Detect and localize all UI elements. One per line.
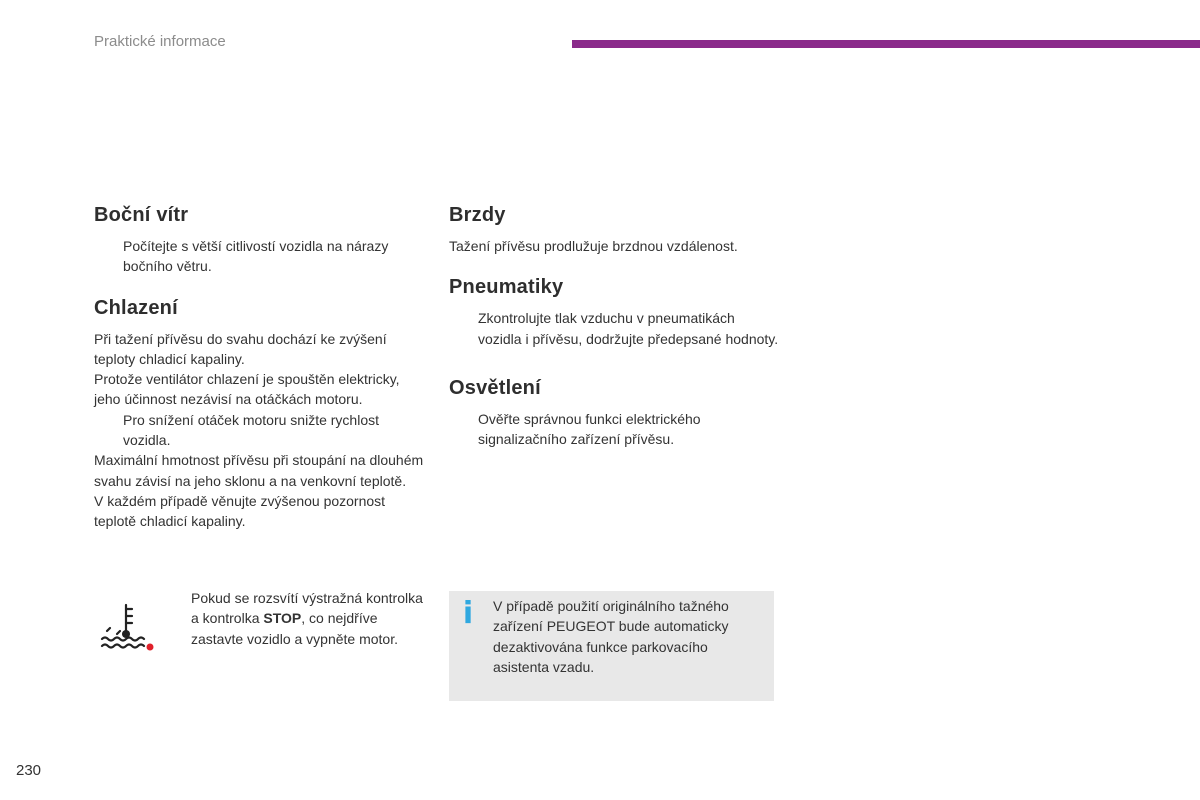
tyres-section xyxy=(449,276,779,349)
side-wind-bullet xyxy=(94,236,424,277)
tyres-bullet xyxy=(449,308,779,349)
header-accent-bar xyxy=(572,40,1200,48)
info-icon: i xyxy=(462,596,474,631)
info-note-box xyxy=(449,591,774,701)
cooling-paragraph-1: Při tažení přívěsu do svahu dochází ke zvýšení teploty chladicí kapaliny. xyxy=(94,330,387,367)
right-column xyxy=(449,204,779,469)
page-number: 230 xyxy=(16,762,42,779)
brakes-heading: Brzdy xyxy=(449,204,506,226)
tyres-bullet-text: Zkontrolujte tlak vzduchu v pneumatikách vozidla i přívěsu, dodržujte předepsané hodnoty. xyxy=(478,310,779,347)
cooling-section xyxy=(94,297,424,532)
cooling-paragraph-3: Maximální hmotnost přívěsu při stoupání na dlouhém svahu závisí na jeho sklonu a na venkovní teplotě. xyxy=(94,452,424,489)
tyres-heading: Pneumatiky xyxy=(449,276,564,299)
side-wind-bullet-text: Počítejte s větší citlivostí vozidla na nárazy bočního větru. xyxy=(123,238,389,275)
brakes-section xyxy=(449,204,779,256)
brakes-text: Tažení přívěsu prodlužuje brzdnou vzdálenost. xyxy=(449,238,738,254)
warning-text-end: , co nejdříve zastavte vozidlo a vypněte motor. xyxy=(191,610,398,647)
lighting-bullet xyxy=(449,409,779,450)
side-wind-heading: Boční vítr xyxy=(94,204,189,226)
warning-text-start: Pokud se rozsvítí výstražná kontrolka a kontrolka xyxy=(191,590,423,627)
lighting-heading: Osvětlení xyxy=(449,376,541,399)
cooling-bullet xyxy=(94,410,424,451)
stop-label: STOP xyxy=(263,610,302,627)
side-wind-section xyxy=(94,204,424,277)
coolant-warning-note xyxy=(94,587,424,677)
cooling-paragraph-2: Protože ventilátor chlazení je spouštěn elektricky, jeho účinnost nezávisí na otáčkách motoru. xyxy=(94,371,400,408)
cooling-heading: Chlazení xyxy=(94,296,178,319)
lighting-section xyxy=(449,377,779,450)
cooling-bullet-text: Pro snížení otáček motoru snižte rychlost vozidla. xyxy=(123,411,379,449)
cooling-paragraph-4: V každém případě věnujte zvýšenou pozornost teplotě chladicí kapaliny. xyxy=(94,492,386,530)
lighting-bullet-text: Ověřte správnou funkci elektrického signalizačního zařízení přívěsu. xyxy=(478,410,701,448)
left-column xyxy=(94,204,424,552)
coolant-temperature-warning-icon xyxy=(100,603,154,653)
section-title: Praktické informace xyxy=(94,33,226,50)
info-note-text: V případě použití originálního tažného zařízení PEUGEOT bude automaticky dezaktivována funkce parkovacího asistenta vzadu. xyxy=(493,598,729,675)
coolant-warning-text xyxy=(162,588,424,649)
